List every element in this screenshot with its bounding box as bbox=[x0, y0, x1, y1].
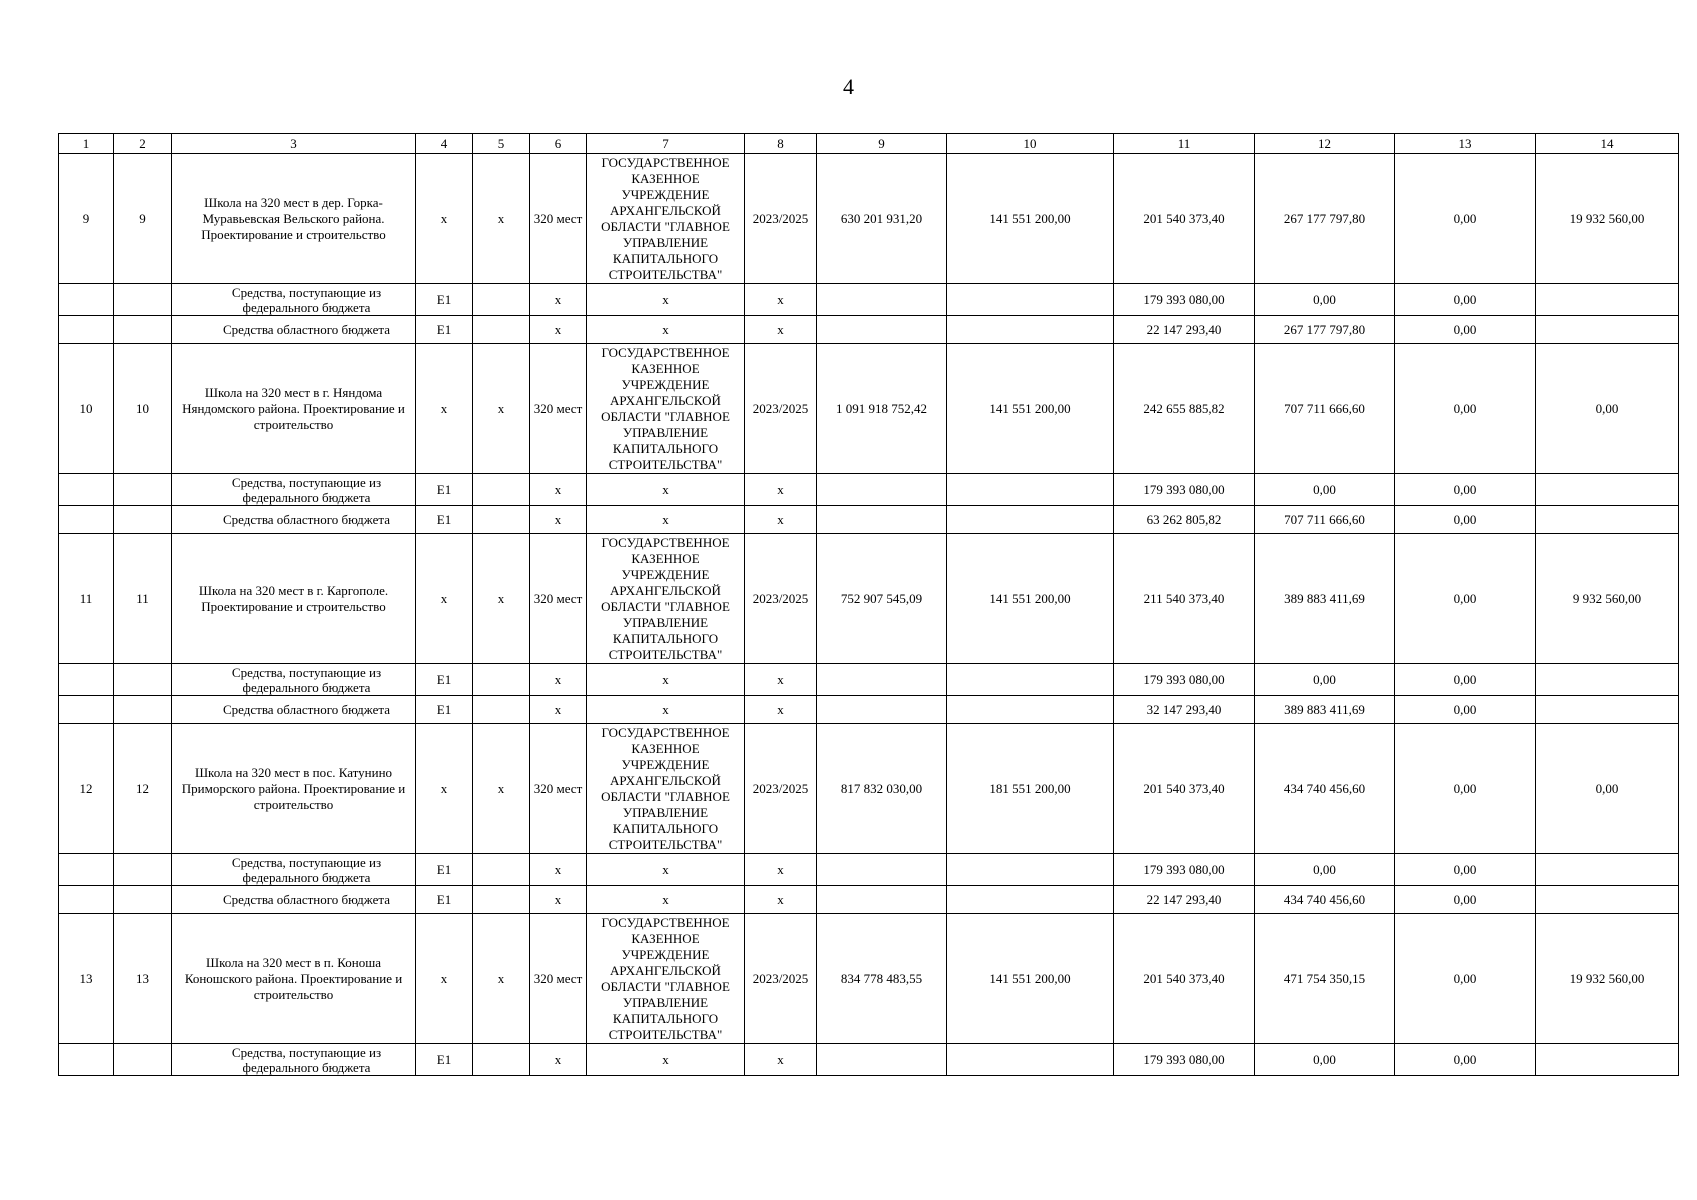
total-cost: 752 907 545,09 bbox=[817, 534, 947, 664]
header-cell: 1 bbox=[59, 134, 114, 154]
object-row bbox=[59, 534, 1679, 664]
col14-value: 19 932 560,00 bbox=[1536, 154, 1679, 284]
cell-x: x bbox=[416, 914, 473, 1044]
empty-cell bbox=[817, 854, 947, 886]
empty-cell bbox=[59, 664, 114, 696]
cell-x: x bbox=[473, 724, 530, 854]
cell-x: x bbox=[745, 474, 817, 506]
empty-cell bbox=[1536, 284, 1679, 316]
total-cost: 1 091 918 752,42 bbox=[817, 344, 947, 474]
cell-x: x bbox=[530, 854, 587, 886]
empty-cell bbox=[1536, 696, 1679, 724]
cell-x: x bbox=[745, 886, 817, 914]
col12-value: 471 754 350,15 bbox=[1255, 914, 1395, 1044]
empty-cell bbox=[114, 506, 172, 534]
budget-code: Е1 bbox=[416, 886, 473, 914]
funding-source-label: Средства, поступающие из федерального бюджета bbox=[172, 1044, 416, 1076]
col13-value: 0,00 bbox=[1395, 724, 1536, 854]
col11-value: 179 393 080,00 bbox=[1114, 284, 1255, 316]
header-cell: 14 bbox=[1536, 134, 1679, 154]
cell-x: x bbox=[416, 724, 473, 854]
col11-value: 201 540 373,40 bbox=[1114, 914, 1255, 1044]
cell-x: x bbox=[416, 154, 473, 284]
header-cell: 2 bbox=[114, 134, 172, 154]
col10-value: 141 551 200,00 bbox=[947, 154, 1114, 284]
empty-cell bbox=[817, 886, 947, 914]
col13-value: 0,00 bbox=[1395, 886, 1536, 914]
cell-x: x bbox=[530, 506, 587, 534]
col12-value: 434 740 456,60 bbox=[1255, 724, 1395, 854]
period: 2023/2025 bbox=[745, 724, 817, 854]
header-cell: 13 bbox=[1395, 134, 1536, 154]
empty-cell bbox=[114, 664, 172, 696]
total-cost: 834 778 483,55 bbox=[817, 914, 947, 1044]
empty-cell bbox=[473, 506, 530, 534]
cell-x: x bbox=[587, 506, 745, 534]
empty-cell bbox=[947, 284, 1114, 316]
regional-funds-row bbox=[59, 886, 1679, 914]
cell-x: x bbox=[530, 886, 587, 914]
cell-x: x bbox=[530, 664, 587, 696]
empty-cell bbox=[1536, 474, 1679, 506]
capacity: 320 мест bbox=[530, 344, 587, 474]
col12-value: 0,00 bbox=[1255, 284, 1395, 316]
object-name: Школа на 320 мест в п. Коноша Коношского района. Проектирование и строительство bbox=[172, 914, 416, 1044]
cell-x: x bbox=[745, 854, 817, 886]
empty-cell bbox=[947, 886, 1114, 914]
funding-source-label: Средства областного бюджета bbox=[172, 316, 416, 344]
col10-value: 141 551 200,00 bbox=[947, 914, 1114, 1044]
regional-funds-row bbox=[59, 696, 1679, 724]
cell-x: x bbox=[587, 886, 745, 914]
funding-source-label: Средства, поступающие из федерального бюджета bbox=[172, 854, 416, 886]
funding-source-label: Средства областного бюджета bbox=[172, 886, 416, 914]
capacity: 320 мест bbox=[530, 154, 587, 284]
empty-cell bbox=[947, 474, 1114, 506]
budget-code: Е1 bbox=[416, 474, 473, 506]
federal-funds-row bbox=[59, 474, 1679, 506]
col12-value: 434 740 456,60 bbox=[1255, 886, 1395, 914]
empty-cell bbox=[947, 854, 1114, 886]
cell-x: x bbox=[745, 506, 817, 534]
col14-value: 9 932 560,00 bbox=[1536, 534, 1679, 664]
cell-x: x bbox=[745, 284, 817, 316]
period: 2023/2025 bbox=[745, 914, 817, 1044]
capacity: 320 мест bbox=[530, 914, 587, 1044]
federal-funds-row bbox=[59, 664, 1679, 696]
period: 2023/2025 bbox=[745, 154, 817, 284]
period: 2023/2025 bbox=[745, 344, 817, 474]
cell-x: x bbox=[587, 316, 745, 344]
period: 2023/2025 bbox=[745, 534, 817, 664]
empty-cell bbox=[114, 886, 172, 914]
page-number: 4 bbox=[843, 74, 854, 99]
empty-cell bbox=[473, 1044, 530, 1076]
col14-value: 0,00 bbox=[1536, 724, 1679, 854]
header-cell: 8 bbox=[745, 134, 817, 154]
object-number: 9 bbox=[59, 154, 114, 284]
col13-value: 0,00 bbox=[1395, 914, 1536, 1044]
federal-funds-row bbox=[59, 284, 1679, 316]
customer-org: ГОСУДАРСТВЕННОЕ КАЗЕННОЕ УЧРЕЖДЕНИЕ АРХАНГЕЛЬСКОЙ ОБЛАСТИ "ГЛАВНОЕ УПРАВЛЕНИЕ КАПИТАЛЬНОГО СТРОИТЕЛЬСТВА" bbox=[587, 154, 745, 284]
header-cell: 6 bbox=[530, 134, 587, 154]
federal-funds-row bbox=[59, 854, 1679, 886]
funding-source-label: Средства областного бюджета bbox=[172, 696, 416, 724]
cell-x: x bbox=[587, 474, 745, 506]
empty-cell bbox=[947, 1044, 1114, 1076]
budget-code: Е1 bbox=[416, 854, 473, 886]
cell-x: x bbox=[587, 1044, 745, 1076]
col13-value: 0,00 bbox=[1395, 474, 1536, 506]
cell-x: x bbox=[473, 914, 530, 1044]
empty-cell bbox=[817, 316, 947, 344]
col10-value: 141 551 200,00 bbox=[947, 344, 1114, 474]
empty-cell bbox=[114, 284, 172, 316]
header-row bbox=[59, 134, 1679, 154]
header-cell: 10 bbox=[947, 134, 1114, 154]
cell-x: x bbox=[530, 1044, 587, 1076]
col13-value: 0,00 bbox=[1395, 854, 1536, 886]
object-number-2: 10 bbox=[114, 344, 172, 474]
cell-x: x bbox=[530, 474, 587, 506]
federal-funds-row bbox=[59, 1044, 1679, 1076]
cell-x: x bbox=[473, 154, 530, 284]
empty-cell bbox=[1536, 316, 1679, 344]
object-name: Школа на 320 мест в дер. Горка-Муравьевская Вельского района. Проектирование и строительство bbox=[172, 154, 416, 284]
col12-value: 0,00 bbox=[1255, 1044, 1395, 1076]
empty-cell bbox=[817, 474, 947, 506]
empty-cell bbox=[1536, 506, 1679, 534]
object-row bbox=[59, 724, 1679, 854]
empty-cell bbox=[114, 854, 172, 886]
col11-value: 179 393 080,00 bbox=[1114, 854, 1255, 886]
empty-cell bbox=[114, 474, 172, 506]
cell-x: x bbox=[745, 696, 817, 724]
object-number-2: 11 bbox=[114, 534, 172, 664]
investment-table bbox=[58, 133, 1679, 1076]
capacity: 320 мест bbox=[530, 534, 587, 664]
budget-code: Е1 bbox=[416, 1044, 473, 1076]
col11-value: 32 147 293,40 bbox=[1114, 696, 1255, 724]
col11-value: 22 147 293,40 bbox=[1114, 316, 1255, 344]
customer-org: ГОСУДАРСТВЕННОЕ КАЗЕННОЕ УЧРЕЖДЕНИЕ АРХАНГЕЛЬСКОЙ ОБЛАСТИ "ГЛАВНОЕ УПРАВЛЕНИЕ КАПИТАЛЬНОГО СТРОИТЕЛЬСТВА" bbox=[587, 724, 745, 854]
empty-cell bbox=[1536, 854, 1679, 886]
col11-value: 63 262 805,82 bbox=[1114, 506, 1255, 534]
funding-source-label: Средства областного бюджета bbox=[172, 506, 416, 534]
empty-cell bbox=[59, 854, 114, 886]
empty-cell bbox=[817, 284, 947, 316]
header-cell: 3 bbox=[172, 134, 416, 154]
col12-value: 0,00 bbox=[1255, 854, 1395, 886]
empty-cell bbox=[114, 696, 172, 724]
col11-value: 22 147 293,40 bbox=[1114, 886, 1255, 914]
col12-value: 0,00 bbox=[1255, 664, 1395, 696]
empty-cell bbox=[947, 664, 1114, 696]
object-row bbox=[59, 344, 1679, 474]
regional-funds-row bbox=[59, 506, 1679, 534]
col13-value: 0,00 bbox=[1395, 534, 1536, 664]
header-cell: 11 bbox=[1114, 134, 1255, 154]
col13-value: 0,00 bbox=[1395, 284, 1536, 316]
funding-source-label: Средства, поступающие из федерального бюджета bbox=[172, 474, 416, 506]
empty-cell bbox=[1536, 1044, 1679, 1076]
col13-value: 0,00 bbox=[1395, 316, 1536, 344]
object-number: 10 bbox=[59, 344, 114, 474]
budget-code: Е1 bbox=[416, 284, 473, 316]
object-number-2: 12 bbox=[114, 724, 172, 854]
empty-cell bbox=[59, 886, 114, 914]
customer-org: ГОСУДАРСТВЕННОЕ КАЗЕННОЕ УЧРЕЖДЕНИЕ АРХАНГЕЛЬСКОЙ ОБЛАСТИ "ГЛАВНОЕ УПРАВЛЕНИЕ КАПИТАЛЬНОГО СТРОИТЕЛЬСТВА" bbox=[587, 914, 745, 1044]
object-row bbox=[59, 154, 1679, 284]
empty-cell bbox=[473, 284, 530, 316]
col12-value: 389 883 411,69 bbox=[1255, 534, 1395, 664]
header-cell: 4 bbox=[416, 134, 473, 154]
cell-x: x bbox=[530, 284, 587, 316]
empty-cell bbox=[59, 316, 114, 344]
col11-value: 201 540 373,40 bbox=[1114, 154, 1255, 284]
empty-cell bbox=[114, 1044, 172, 1076]
cell-x: x bbox=[745, 1044, 817, 1076]
col12-value: 707 711 666,60 bbox=[1255, 344, 1395, 474]
cell-x: x bbox=[473, 534, 530, 664]
empty-cell bbox=[59, 1044, 114, 1076]
cell-x: x bbox=[587, 284, 745, 316]
col13-value: 0,00 bbox=[1395, 344, 1536, 474]
header-cell: 7 bbox=[587, 134, 745, 154]
empty-cell bbox=[59, 474, 114, 506]
budget-code: Е1 bbox=[416, 696, 473, 724]
empty-cell bbox=[473, 474, 530, 506]
col11-value: 211 540 373,40 bbox=[1114, 534, 1255, 664]
col11-value: 201 540 373,40 bbox=[1114, 724, 1255, 854]
object-row bbox=[59, 914, 1679, 1044]
col11-value: 179 393 080,00 bbox=[1114, 474, 1255, 506]
object-name: Школа на 320 мест в г. Каргополе. Проектирование и строительство bbox=[172, 534, 416, 664]
empty-cell bbox=[473, 316, 530, 344]
empty-cell bbox=[473, 664, 530, 696]
customer-org: ГОСУДАРСТВЕННОЕ КАЗЕННОЕ УЧРЕЖДЕНИЕ АРХАНГЕЛЬСКОЙ ОБЛАСТИ "ГЛАВНОЕ УПРАВЛЕНИЕ КАПИТАЛЬНОГО СТРОИТЕЛЬСТВА" bbox=[587, 534, 745, 664]
col10-value: 141 551 200,00 bbox=[947, 534, 1114, 664]
col14-value: 19 932 560,00 bbox=[1536, 914, 1679, 1044]
col13-value: 0,00 bbox=[1395, 154, 1536, 284]
object-number-2: 9 bbox=[114, 154, 172, 284]
cell-x: x bbox=[416, 344, 473, 474]
header-cell: 5 bbox=[473, 134, 530, 154]
empty-cell bbox=[947, 316, 1114, 344]
empty-cell bbox=[473, 696, 530, 724]
header-cell: 9 bbox=[817, 134, 947, 154]
empty-cell bbox=[59, 284, 114, 316]
funding-source-label: Средства, поступающие из федерального бюджета bbox=[172, 284, 416, 316]
cell-x: x bbox=[416, 534, 473, 664]
col12-value: 267 177 797,80 bbox=[1255, 154, 1395, 284]
col12-value: 0,00 bbox=[1255, 474, 1395, 506]
regional-funds-row bbox=[59, 316, 1679, 344]
budget-code: Е1 bbox=[416, 316, 473, 344]
empty-cell bbox=[59, 696, 114, 724]
object-name: Школа на 320 мест в г. Няндома Няндомского района. Проектирование и строительство bbox=[172, 344, 416, 474]
budget-code: Е1 bbox=[416, 664, 473, 696]
col12-value: 707 711 666,60 bbox=[1255, 506, 1395, 534]
total-cost: 817 832 030,00 bbox=[817, 724, 947, 854]
empty-cell bbox=[473, 886, 530, 914]
col12-value: 389 883 411,69 bbox=[1255, 696, 1395, 724]
budget-code: Е1 bbox=[416, 506, 473, 534]
col13-value: 0,00 bbox=[1395, 1044, 1536, 1076]
total-cost: 630 201 931,20 bbox=[817, 154, 947, 284]
empty-cell bbox=[817, 506, 947, 534]
cell-x: x bbox=[530, 316, 587, 344]
col13-value: 0,00 bbox=[1395, 664, 1536, 696]
col13-value: 0,00 bbox=[1395, 696, 1536, 724]
object-number: 13 bbox=[59, 914, 114, 1044]
col10-value: 181 551 200,00 bbox=[947, 724, 1114, 854]
object-number-2: 13 bbox=[114, 914, 172, 1044]
customer-org: ГОСУДАРСТВЕННОЕ КАЗЕННОЕ УЧРЕЖДЕНИЕ АРХАНГЕЛЬСКОЙ ОБЛАСТИ "ГЛАВНОЕ УПРАВЛЕНИЕ КАПИТАЛЬНОГО СТРОИТЕЛЬСТВА" bbox=[587, 344, 745, 474]
empty-cell bbox=[817, 1044, 947, 1076]
col11-value: 179 393 080,00 bbox=[1114, 1044, 1255, 1076]
cell-x: x bbox=[745, 664, 817, 696]
col14-value: 0,00 bbox=[1536, 344, 1679, 474]
cell-x: x bbox=[745, 316, 817, 344]
cell-x: x bbox=[587, 854, 745, 886]
empty-cell bbox=[473, 854, 530, 886]
col13-value: 0,00 bbox=[1395, 506, 1536, 534]
object-name: Школа на 320 мест в пос. Катунино Приморского района. Проектирование и строительство bbox=[172, 724, 416, 854]
empty-cell bbox=[59, 506, 114, 534]
empty-cell bbox=[817, 664, 947, 696]
empty-cell bbox=[947, 506, 1114, 534]
funding-source-label: Средства, поступающие из федерального бюджета bbox=[172, 664, 416, 696]
object-number: 12 bbox=[59, 724, 114, 854]
empty-cell bbox=[947, 696, 1114, 724]
empty-cell bbox=[1536, 886, 1679, 914]
col11-value: 242 655 885,82 bbox=[1114, 344, 1255, 474]
col12-value: 267 177 797,80 bbox=[1255, 316, 1395, 344]
cell-x: x bbox=[530, 696, 587, 724]
capacity: 320 мест bbox=[530, 724, 587, 854]
col11-value: 179 393 080,00 bbox=[1114, 664, 1255, 696]
empty-cell bbox=[817, 696, 947, 724]
object-number: 11 bbox=[59, 534, 114, 664]
cell-x: x bbox=[587, 696, 745, 724]
empty-cell bbox=[114, 316, 172, 344]
cell-x: x bbox=[473, 344, 530, 474]
header-cell: 12 bbox=[1255, 134, 1395, 154]
empty-cell bbox=[1536, 664, 1679, 696]
cell-x: x bbox=[587, 664, 745, 696]
